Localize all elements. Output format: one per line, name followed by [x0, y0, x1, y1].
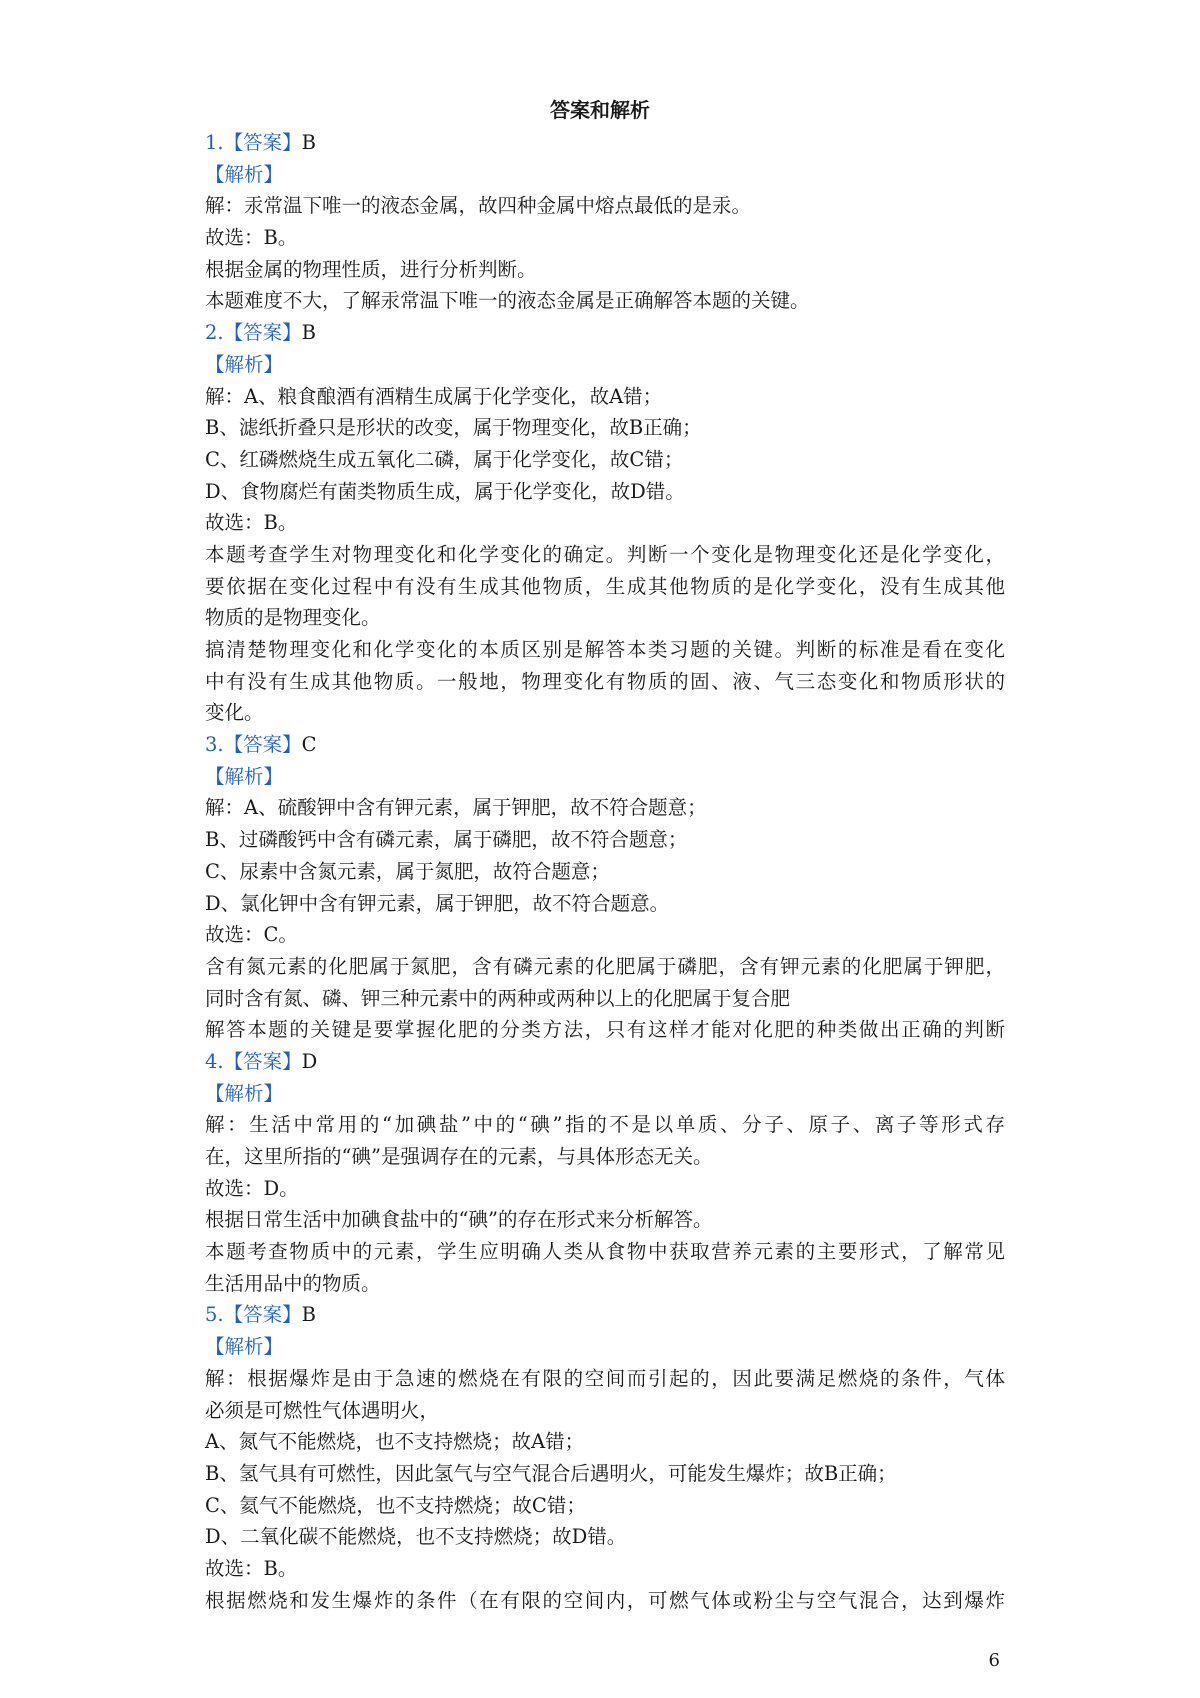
text-line — [205, 1490, 1005, 1522]
line-text: A、氮气不能燃烧，也不支持燃烧；故A错； — [205, 1430, 585, 1454]
section-heading — [205, 729, 1005, 761]
line-text: 解：A、硫酸钾中含有钾元素，属于钾肥，故不符合题意； — [205, 796, 707, 820]
text-line — [205, 1521, 1005, 1553]
section-heading — [205, 349, 1005, 381]
line-text: B — [301, 131, 316, 154]
line-text: 根据金属的物理性质，进行分析判断。 — [205, 257, 537, 281]
text-line — [205, 951, 1005, 983]
text-line — [205, 1585, 1005, 1617]
heading-label: 【解析】 — [205, 162, 284, 186]
line-text: 本题考查学生对物理变化和化学变化的确定。判断一个变化是物理变化还是化学变化， — [205, 542, 1005, 566]
page-title: 答案和解析 — [550, 98, 650, 122]
text-line — [205, 222, 1005, 254]
text-line — [205, 1109, 1005, 1141]
text-line — [205, 856, 1005, 888]
answer-body — [205, 127, 1005, 1616]
line-text: C、尿素中含氮元素，属于氮肥，故符合题意； — [205, 859, 610, 883]
line-text: B、过磷酸钙中含有磷元素，属于磷肥，故不符合题意； — [205, 828, 688, 852]
text-line — [205, 476, 1005, 508]
text-line — [205, 444, 1005, 476]
line-text: 故选：C。 — [205, 923, 298, 947]
text-line — [205, 1553, 1005, 1585]
line-text: 变化。 — [205, 701, 264, 725]
section-heading — [205, 761, 1005, 793]
text-line — [205, 1426, 1005, 1458]
text-line — [205, 190, 1005, 222]
line-text: 解答本题的关键是要掌握化肥的分类方法，只有这样才能对化肥的种类做出正确的判断 — [205, 1018, 1005, 1042]
text-line — [205, 824, 1005, 856]
section-heading — [205, 1299, 1005, 1331]
text-line — [205, 412, 1005, 444]
text-line — [205, 602, 1005, 634]
heading-label: 【解析】 — [205, 1081, 284, 1105]
section-heading — [205, 1046, 1005, 1078]
line-text: 必须是可燃性气体遇明火， — [205, 1398, 440, 1422]
line-text: 解：根据爆炸是由于急速的燃烧在有限的空间而引起的，因此要满足燃烧的条件，气体 — [205, 1366, 1005, 1390]
line-text: 解：A、粮食酿酒有酒精生成属于化学变化，故A错； — [205, 384, 663, 408]
heading-label: 【解析】 — [205, 1335, 284, 1359]
line-text: 故选：B。 — [205, 226, 298, 250]
text-line — [205, 507, 1005, 539]
text-line — [205, 1236, 1005, 1268]
text-line — [205, 792, 1005, 824]
line-text: D、氯化钾中含有钾元素，属于钾肥，故不符合题意。 — [205, 891, 670, 915]
line-text: 根据燃烧和发生爆炸的条件（在有限的空间内，可燃气体或粉尘与空气混合，达到爆炸 — [205, 1588, 1005, 1612]
line-text: 故选：D。 — [205, 1176, 299, 1200]
line-text: 故选：B。 — [205, 1556, 298, 1580]
section-heading — [205, 1078, 1005, 1110]
line-text: 搞清楚物理变化和化学变化的本质区别是解答本类习题的关键。判断的标准是看在变化 — [205, 638, 1005, 661]
text-line — [205, 1458, 1005, 1490]
text-line — [205, 697, 1005, 729]
heading-label: 2.【答案】 — [205, 321, 302, 345]
line-text: 同时含有氮、磷、钾三种元素中的两种或两种以上的化肥属于复合肥 — [205, 986, 791, 1010]
heading-label: 【解析】 — [205, 352, 284, 376]
line-text: C — [301, 733, 317, 757]
section-heading — [205, 317, 1005, 349]
line-text: B、滤纸折叠只是形状的改变，属于物理变化，故B正确； — [205, 416, 702, 440]
line-text: 解：汞常温下唯一的液态金属，故四种金属中熔点最低的是汞。 — [205, 194, 752, 218]
text-line — [205, 919, 1005, 951]
text-line — [205, 1363, 1005, 1395]
text-line — [205, 1173, 1005, 1205]
line-text: D、二氧化碳不能燃烧，也不支持燃烧；故D错。 — [205, 1525, 627, 1549]
line-text: D、食物腐烂有菌类物质生成，属于化学变化，故D错。 — [205, 479, 685, 503]
text-line — [205, 1268, 1005, 1300]
line-text: 解：生活中常用的“加碘盐”中的“碘”指的不是以单质、分子、原子、离子等形式存 — [205, 1113, 1005, 1137]
section-heading — [205, 159, 1005, 191]
text-line — [205, 983, 1005, 1015]
section-heading — [205, 1331, 1005, 1363]
text-line — [205, 1395, 1005, 1427]
text-line — [205, 285, 1005, 317]
line-text: 本题考查物质中的元素，学生应明确人类从食物中获取营养元素的主要形式，了解常见 — [205, 1240, 1005, 1264]
line-text: C、氦气不能燃烧，也不支持燃烧；故C错； — [205, 1493, 586, 1517]
line-text: 根据日常生活中加碘食盐中的“碘”的存在形式来分析解答。 — [205, 1208, 713, 1232]
text-line — [205, 1014, 1005, 1046]
text-line — [205, 888, 1005, 920]
line-text: 含有氮元素的化肥属于氮肥，含有磷元素的化肥属于磷肥，含有钾元素的化肥属于钾肥， — [205, 954, 1005, 978]
line-text: B — [301, 321, 316, 345]
line-text: 物质的是物理变化。 — [205, 606, 381, 630]
line-text: 本题难度不大，了解汞常温下唯一的液态金属是正确解答本题的关键。 — [205, 289, 810, 313]
line-text: 生活用品中的物质。 — [205, 1271, 381, 1295]
heading-label: 3.【答案】 — [205, 733, 302, 757]
line-text: C、红磷燃烧生成五氧化二磷，属于化学变化，故C错； — [205, 447, 684, 471]
heading-label: 4.【答案】 — [205, 1049, 302, 1073]
text-line — [205, 1141, 1005, 1173]
text-line — [205, 666, 1005, 698]
heading-label: 5.【答案】 — [205, 1303, 302, 1327]
line-text: 中有没有生成其他物质。一般地，物理变化有物质的固、液、气三态变化和物质形状的 — [205, 669, 1005, 693]
text-line — [205, 539, 1005, 571]
line-text: D — [301, 1049, 318, 1073]
text-line — [205, 254, 1005, 286]
text-line — [205, 381, 1005, 413]
line-text: B — [301, 1303, 316, 1327]
heading-label: 【解析】 — [205, 764, 284, 788]
text-line — [205, 1204, 1005, 1236]
line-text: 故选：B。 — [205, 511, 298, 535]
line-text: 在，这里所指的“碘”是强调存在的元素，与具体形态无关。 — [205, 1145, 713, 1168]
line-text: 要依据在变化过程中有没有生成其他物质，生成其他物质的是化学变化，没有生成其他 — [205, 574, 1005, 598]
text-line — [205, 634, 1005, 666]
page-number: 6 — [988, 1650, 1000, 1671]
line-text: B、氢气具有可燃性，因此氢气与空气混合后遇明火，可能发生爆炸；故B正确； — [205, 1461, 897, 1485]
text-line — [205, 571, 1005, 603]
heading-label: 1.【答案】 — [205, 131, 302, 154]
section-heading — [205, 127, 1005, 159]
